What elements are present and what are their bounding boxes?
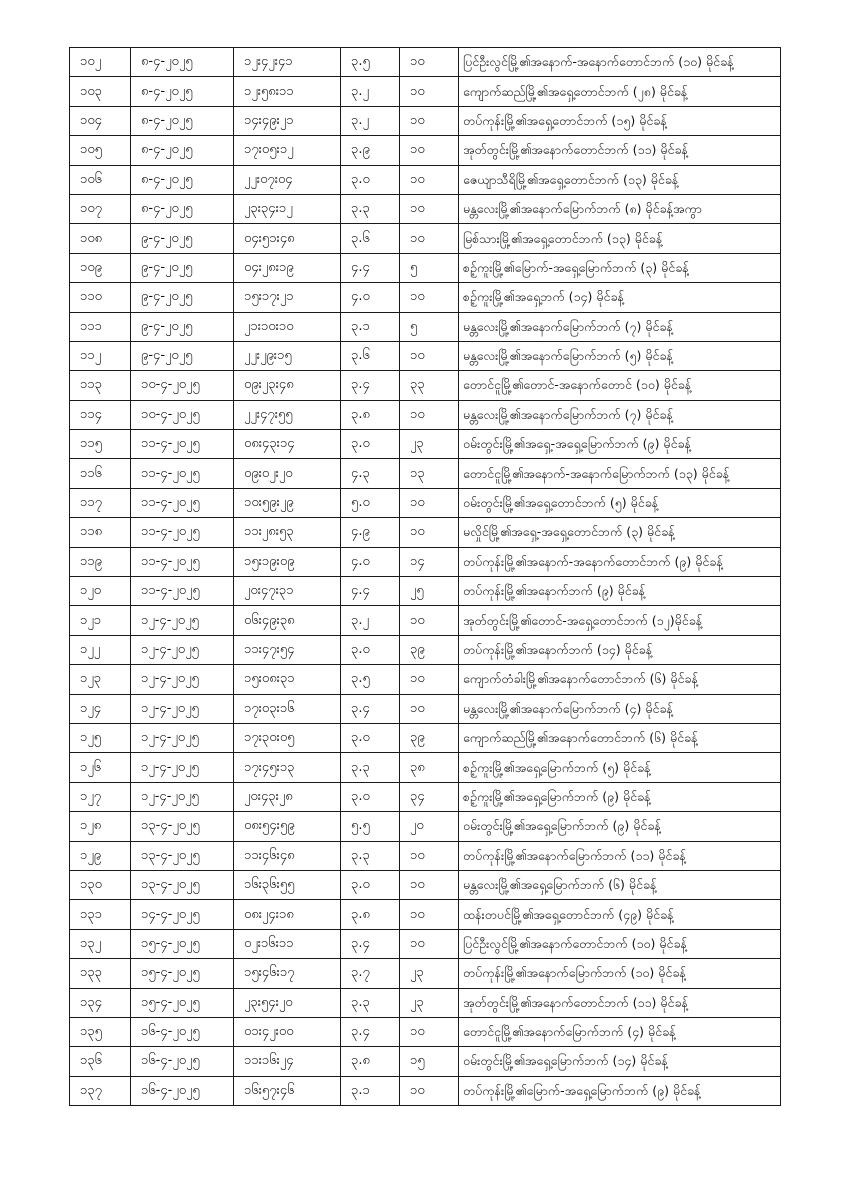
depth-cell: ၁၀: [400, 1017, 459, 1046]
date-cell: ၈-၄-၂၀၂၅: [131, 48, 234, 77]
table-row: [70, 577, 781, 606]
location-cell: စဉ့်ကူးမြို့၏မြောက်-အရှေ့မြောက်ဘက် (၃) မိုင်ခန့်: [459, 253, 781, 282]
depth-cell: ၁၀: [400, 283, 459, 312]
time-cell: ၁၅း၄၆း၁၇: [234, 959, 341, 988]
time-cell: ၂၀း၄၃း၂၈: [234, 782, 341, 811]
depth-cell: ၁၀: [400, 77, 459, 106]
date-cell: ၁၁-၄-၂၀၂၅: [131, 459, 234, 488]
location-cell: ကျောက်ဆည်မြို့၏အရှေ့တောင်ဘက် (၂၈) မိုင်ခန့်: [459, 77, 781, 106]
time-cell: ၀၄း၂၈း၁၉: [234, 253, 341, 282]
time-cell: ၁၅း၁၇း၂၁: [234, 283, 341, 312]
magnitude-cell: ၅.၀: [341, 488, 400, 517]
date-cell: ၈-၄-၂၀၂၅: [131, 106, 234, 135]
magnitude-cell: ၄.၉: [341, 518, 400, 547]
table-row: [70, 753, 781, 782]
event-number-cell: ၁၀၈: [70, 224, 131, 253]
location-cell: မန္တလေးမြို့၏အနောက်မြောက်ဘက် (၈) မိုင်ခန့်အကွာ: [459, 194, 781, 223]
event-number-cell: ၁၂၈: [70, 812, 131, 841]
event-number-cell: ၁၃၀: [70, 870, 131, 899]
depth-cell: ၁၀: [400, 1076, 459, 1105]
date-cell: ၉-၄-၂၀၂၅: [131, 341, 234, 370]
magnitude-cell: ၃.၇: [341, 959, 400, 988]
event-number-cell: ၁၁၇: [70, 488, 131, 517]
date-cell: ၁၆-၄-၂၀၂၅: [131, 1047, 234, 1076]
magnitude-cell: ၃.၈: [341, 1047, 400, 1076]
time-cell: ၂၂း၀၇း၀၄: [234, 165, 341, 194]
depth-cell: ၁၀: [400, 665, 459, 694]
table-row: [70, 312, 781, 341]
location-cell: တပ်ကုန်းမြို့၏အနောက်-အနောက်တောင်ဘက် (၉) မိုင်ခန့်: [459, 547, 781, 576]
magnitude-cell: ၃.၈: [341, 900, 400, 929]
location-cell: ဝမ်းတွင်းမြို့၏အရှေ့မြောက်ဘက် (၁၄) မိုင်ခန့်: [459, 1047, 781, 1076]
magnitude-cell: ၃.၀: [341, 165, 400, 194]
date-cell: ၁၂-၄-၂၀၂၅: [131, 694, 234, 723]
magnitude-cell: ၃.၂: [341, 106, 400, 135]
date-cell: ၁၂-၄-၂၀၂၅: [131, 782, 234, 811]
time-cell: ၂၀း၄၇း၃၁: [234, 577, 341, 606]
depth-cell: ၂၅: [400, 577, 459, 606]
table-row: [70, 959, 781, 988]
location-cell: တပ်ကုန်းမြို့၏အနောက်ဘက် (၉) မိုင်ခန့်: [459, 577, 781, 606]
date-cell: ၁၂-၄-၂၀၂၅: [131, 723, 234, 752]
date-cell: ၉-၄-၂၀၂၅: [131, 253, 234, 282]
depth-cell: ၁၀: [400, 165, 459, 194]
location-cell: မန္တလေးမြို့၏အနောက်မြောက်ဘက် (၅) မိုင်ခန့်: [459, 341, 781, 370]
location-cell: စဉ့်ကူးမြို့၏အရှေ့မြောက်ဘက် (၉) မိုင်ခန့်: [459, 782, 781, 811]
depth-cell: ၁၀: [400, 194, 459, 223]
magnitude-cell: ၃.၀: [341, 782, 400, 811]
magnitude-cell: ၃.၈: [341, 400, 400, 429]
table-row: [70, 400, 781, 429]
event-number-cell: ၁၁၂: [70, 341, 131, 370]
event-number-cell: ၁၃၇: [70, 1076, 131, 1105]
table-row: [70, 77, 781, 106]
depth-cell: ၁၅: [400, 1047, 459, 1076]
depth-cell: ၁၄: [400, 547, 459, 576]
event-number-cell: ၁၁၀: [70, 283, 131, 312]
location-cell: မန္တလေးမြို့၏အနောက်မြောက်ဘက် (၄) မိုင်ခန့်: [459, 694, 781, 723]
magnitude-cell: ၄.၄: [341, 577, 400, 606]
depth-cell: ၁၀: [400, 106, 459, 135]
magnitude-cell: ၃.၅: [341, 665, 400, 694]
event-number-cell: ၁၃၅: [70, 1017, 131, 1046]
magnitude-cell: ၃.၂: [341, 606, 400, 635]
location-cell: မန္တလေးမြို့၏အရှေ့မြောက်ဘက် (၆) မိုင်ခန့်: [459, 870, 781, 899]
location-cell: စဉ့်ကူးမြို့၏အရှေ့မြောက်ဘက် (၅) မိုင်ခန့်: [459, 753, 781, 782]
table-row: [70, 283, 781, 312]
magnitude-cell: ၅.၅: [341, 812, 400, 841]
depth-cell: ၃၉: [400, 723, 459, 752]
time-cell: ၀၄း၅၁း၄၈: [234, 224, 341, 253]
date-cell: ၁၁-၄-၂၀၂၅: [131, 430, 234, 459]
location-cell: တောင်ငူမြို့၏တောင်-အနောက်တောင် (၁၀) မိုင်ခန့်: [459, 371, 781, 400]
time-cell: ၁၁း၄၆း၄၈: [234, 841, 341, 870]
event-number-cell: ၁၀၇: [70, 194, 131, 223]
table-row: [70, 136, 781, 165]
table-row: [70, 488, 781, 517]
event-number-cell: ၁၀၃: [70, 77, 131, 106]
table-row: [70, 812, 781, 841]
date-cell: ၁၀-၄-၂၀၂၅: [131, 400, 234, 429]
date-cell: ၁၂-၄-၂၀၂၅: [131, 606, 234, 635]
location-cell: တပ်ကုန်းမြို့၏အနောက်မြောက်ဘက် (၁၀) မိုင်ခန့်: [459, 959, 781, 988]
depth-cell: ၁၀: [400, 606, 459, 635]
time-cell: ၁၆း၅၇း၄၆: [234, 1076, 341, 1105]
date-cell: ၈-၄-၂၀၂၅: [131, 165, 234, 194]
location-cell: ကျောက်ဆည်မြို့၏အနောက်တောင်ဘက် (၆) မိုင်ခန့်: [459, 723, 781, 752]
event-number-cell: ၁၂၇: [70, 782, 131, 811]
time-cell: ၁၁း၁၆း၂၄: [234, 1047, 341, 1076]
location-cell: စဉ့်ကူးမြို့၏အရှေ့ဘက် (၁၄) မိုင်ခန့်: [459, 283, 781, 312]
date-cell: ၉-၄-၂၀၂၅: [131, 312, 234, 341]
location-cell: အုတ်တွင်းမြို့၏အနောက်တောင်ဘက် (၁၁) မိုင်ခန့်: [459, 136, 781, 165]
time-cell: ၁၇း၀၅း၁၂: [234, 136, 341, 165]
table-row: [70, 194, 781, 223]
magnitude-cell: ၄.၀: [341, 283, 400, 312]
location-cell: မြစ်သားမြို့၏အရှေ့တောင်ဘက် (၁၃) မိုင်ခန့်: [459, 224, 781, 253]
depth-cell: ၁၀: [400, 870, 459, 899]
location-cell: အုတ်တွင်းမြို့၏အနောက်တောင်ဘက် (၁၁) မိုင်ခန့်: [459, 988, 781, 1017]
table-row: [70, 841, 781, 870]
location-cell: ဝမ်းတွင်းမြို့၏အရှေ့-အရှေ့မြောက်ဘက် (၉) မိုင်ခန့်: [459, 430, 781, 459]
time-cell: ၀၉း၀၂း၂၀: [234, 459, 341, 488]
location-cell: တပ်ကုန်းမြို့၏အရှေ့တောင်ဘက် (၁၅) မိုင်ခန့်: [459, 106, 781, 135]
magnitude-cell: ၄.၃: [341, 459, 400, 488]
depth-cell: ၂၃: [400, 430, 459, 459]
event-number-cell: ၁၀၂: [70, 48, 131, 77]
depth-cell: ၂၀: [400, 812, 459, 841]
depth-cell: ၁၀: [400, 900, 459, 929]
event-number-cell: ၁၂၉: [70, 841, 131, 870]
time-cell: ၁၇း၃၀း၀၅: [234, 723, 341, 752]
depth-cell: ၁၀: [400, 929, 459, 958]
magnitude-cell: ၃.၅: [341, 48, 400, 77]
event-number-cell: ၁၂၄: [70, 694, 131, 723]
date-cell: ၁၁-၄-၂၀၂၅: [131, 577, 234, 606]
magnitude-cell: ၃.၆: [341, 341, 400, 370]
event-number-cell: ၁၁၆: [70, 459, 131, 488]
date-cell: ၁၅-၄-၂၀၂၅: [131, 959, 234, 988]
depth-cell: ၁၀: [400, 136, 459, 165]
time-cell: ၁၁း၄၇း၅၄: [234, 635, 341, 664]
table-row: [70, 988, 781, 1017]
date-cell: ၁၁-၄-၂၀၂၅: [131, 488, 234, 517]
date-cell: ၁၁-၄-၂၀၂၅: [131, 547, 234, 576]
location-cell: တပ်ကုန်းမြို့၏အနောက်မြောက်ဘက် (၁၁) မိုင်ခန့်: [459, 841, 781, 870]
table-row: [70, 635, 781, 664]
location-cell: အုတ်တွင်းမြို့၏တောင်-အရှေ့တောင်ဘက် (၁၂)မိုင်ခန့်: [459, 606, 781, 635]
date-cell: ၁၅-၄-၂၀၂၅: [131, 988, 234, 1017]
depth-cell: ၁၀: [400, 694, 459, 723]
table-row: [70, 665, 781, 694]
table-row: [70, 165, 781, 194]
location-cell: တပ်ကုန်းမြို့၏မြောက်-အရှေ့မြောက်ဘက် (၉) မိုင်ခန့်: [459, 1076, 781, 1105]
time-cell: ၀၂း၁၆း၁၁: [234, 929, 341, 958]
location-cell: တောင်ငူမြို့၏အနောက်မြောက်ဘက် (၄) မိုင်ခန့်: [459, 1017, 781, 1046]
date-cell: ၁၀-၄-၂၀၂၅: [131, 371, 234, 400]
date-cell: ၁၄-၄-၂၀၂၅: [131, 900, 234, 929]
event-number-cell: ၁၂၂: [70, 635, 131, 664]
depth-cell: ၁၀: [400, 341, 459, 370]
depth-cell: ၃၉: [400, 635, 459, 664]
table-row: [70, 1076, 781, 1105]
date-cell: ၈-၄-၂၀၂၅: [131, 136, 234, 165]
depth-cell: ၃၈: [400, 753, 459, 782]
table-row: [70, 430, 781, 459]
magnitude-cell: ၃.၃: [341, 841, 400, 870]
time-cell: ၀၈း၄၃း၁၄: [234, 430, 341, 459]
event-number-cell: ၁၂၃: [70, 665, 131, 694]
time-cell: ၁၁း၂၈း၅၃: [234, 518, 341, 547]
time-cell: ၁၂း၅၈း၁၁: [234, 77, 341, 106]
time-cell: ၁၂း၄၂း၄၁: [234, 48, 341, 77]
depth-cell: ၅: [400, 312, 459, 341]
magnitude-cell: ၃.၉: [341, 136, 400, 165]
table-row: [70, 606, 781, 635]
date-cell: ၈-၄-၂၀၂၅: [131, 77, 234, 106]
magnitude-cell: ၃.၀: [341, 430, 400, 459]
event-number-cell: ၁၃၃: [70, 959, 131, 988]
event-number-cell: ၁၃၂: [70, 929, 131, 958]
event-number-cell: ၁၂၅: [70, 723, 131, 752]
location-cell: ပြင်ဦးလွင်မြို့၏အနောက်-အနောက်တောင်ဘက် (၁၀) မိုင်ခန့်: [459, 48, 781, 77]
time-cell: ၀၉း၂၃း၄၈: [234, 371, 341, 400]
table-row: [70, 459, 781, 488]
table-row: [70, 870, 781, 899]
location-cell: မန္တလေးမြို့၏အနောက်မြောက်ဘက် (၇) မိုင်ခန့်: [459, 312, 781, 341]
location-cell: ကျောက်တံခါးမြို့၏အနောက်တောင်ဘက် (၆) မိုင်ခန့်: [459, 665, 781, 694]
time-cell: ၁၇း၀၃း၁၆: [234, 694, 341, 723]
magnitude-cell: ၄.၄: [341, 253, 400, 282]
event-number-cell: ၁၁၃: [70, 371, 131, 400]
table-row: [70, 723, 781, 752]
location-cell: ပြင်ဦးလွင်မြို့၏အနောက်တောင်ဘက် (၁၀) မိုင်ခန့်: [459, 929, 781, 958]
magnitude-cell: ၃.၀: [341, 723, 400, 752]
date-cell: ၁၆-၄-၂၀၂၅: [131, 1076, 234, 1105]
magnitude-cell: ၃.၄: [341, 929, 400, 958]
magnitude-cell: ၃.၄: [341, 371, 400, 400]
table-row: [70, 1047, 781, 1076]
event-number-cell: ၁၀၅: [70, 136, 131, 165]
table-body: [70, 48, 781, 1106]
depth-cell: ၁၀: [400, 518, 459, 547]
location-cell: ထန်းတပင်မြို့၏အရှေ့တောင်ဘက် (၄၉) မိုင်ခန့်: [459, 900, 781, 929]
date-cell: ၈-၄-၂၀၂၅: [131, 194, 234, 223]
table-row: [70, 518, 781, 547]
event-number-cell: ၁၃၄: [70, 988, 131, 1017]
table-row: [70, 371, 781, 400]
magnitude-cell: ၃.၃: [341, 194, 400, 223]
time-cell: ၂၃း၅၄း၂၀: [234, 988, 341, 1017]
magnitude-cell: ၃.၃: [341, 753, 400, 782]
depth-cell: ၂၃: [400, 988, 459, 1017]
time-cell: ၁၄း၄၉း၂၁: [234, 106, 341, 135]
table-row: [70, 929, 781, 958]
event-number-cell: ၁၁၅: [70, 430, 131, 459]
event-number-cell: ၁၀၉: [70, 253, 131, 282]
table-row: [70, 106, 781, 135]
depth-cell: ၁၀: [400, 841, 459, 870]
date-cell: ၁၅-၄-၂၀၂၅: [131, 929, 234, 958]
time-cell: ၁၅း၁၉း၀၉: [234, 547, 341, 576]
time-cell: ၁၀း၅၉း၂၉: [234, 488, 341, 517]
table-row: [70, 694, 781, 723]
location-cell: ဝမ်းတွင်းမြို့၏အရှေ့တောင်ဘက် (၅) မိုင်ခန့်: [459, 488, 781, 517]
event-number-cell: ၁၃၁: [70, 900, 131, 929]
time-cell: ၀၁း၄၂း၀၀: [234, 1017, 341, 1046]
event-number-cell: ၁၁၄: [70, 400, 131, 429]
date-cell: ၁၃-၄-၂၀၂၅: [131, 841, 234, 870]
table-row: [70, 900, 781, 929]
location-cell: မလှိုင်မြို့၏အရှေ့-အရှေ့တောင်ဘက် (၃) မိုင်ခန့်: [459, 518, 781, 547]
table-row: [70, 253, 781, 282]
table-row: [70, 782, 781, 811]
magnitude-cell: ၃.၃: [341, 988, 400, 1017]
event-number-cell: ၁၀၄: [70, 106, 131, 135]
event-number-cell: ၁၃၆: [70, 1047, 131, 1076]
time-cell: ၁၇း၄၅း၁၃: [234, 753, 341, 782]
date-cell: ၁၁-၄-၂၀၂၅: [131, 518, 234, 547]
event-number-cell: ၁၁၉: [70, 547, 131, 576]
time-cell: ၂၂း၄၇း၅၅: [234, 400, 341, 429]
event-number-cell: ၁၂၀: [70, 577, 131, 606]
date-cell: ၁၃-၄-၂၀၂၅: [131, 812, 234, 841]
magnitude-cell: ၃.၁: [341, 312, 400, 341]
depth-cell: ၃၃: [400, 371, 459, 400]
event-number-cell: ၁၁၁: [70, 312, 131, 341]
magnitude-cell: ၃.၄: [341, 694, 400, 723]
date-cell: ၁၆-၄-၂၀၂၅: [131, 1017, 234, 1046]
table-row: [70, 48, 781, 77]
magnitude-cell: ၃.၄: [341, 1017, 400, 1046]
location-cell: ဇေယျာသီရိမြို့၏အရှေ့တောင်ဘက် (၁၃) မိုင်ခန့်: [459, 165, 781, 194]
event-number-cell: ၁၂၆: [70, 753, 131, 782]
date-cell: ၁၂-၄-၂၀၂၅: [131, 665, 234, 694]
depth-cell: ၂၃: [400, 959, 459, 988]
location-cell: တောင်ငူမြို့၏အနောက်-အနောက်မြောက်ဘက် (၁၃) မိုင်ခန့်: [459, 459, 781, 488]
depth-cell: ၁၀: [400, 400, 459, 429]
location-cell: မန္တလေးမြို့၏အနောက်မြောက်ဘက် (၇) မိုင်ခန့်: [459, 400, 781, 429]
earthquake-table: [69, 47, 781, 1106]
magnitude-cell: ၃.၀: [341, 870, 400, 899]
time-cell: ၂၃း၃၄း၁၂: [234, 194, 341, 223]
depth-cell: ၃၄: [400, 782, 459, 811]
event-number-cell: ၁၂၁: [70, 606, 131, 635]
date-cell: ၁၂-၄-၂၀၂၅: [131, 753, 234, 782]
date-cell: ၉-၄-၂၀၂၅: [131, 224, 234, 253]
depth-cell: ၁၀: [400, 488, 459, 517]
time-cell: ၂၁း၁၀း၁၀: [234, 312, 341, 341]
event-number-cell: ၁၁၈: [70, 518, 131, 547]
time-cell: ၀၆း၄၉း၃၈: [234, 606, 341, 635]
event-number-cell: ၁၀၆: [70, 165, 131, 194]
time-cell: ၂၂း၂၉း၁၅: [234, 341, 341, 370]
date-cell: ၉-၄-၂၀၂၅: [131, 283, 234, 312]
depth-cell: ၁၀: [400, 48, 459, 77]
location-cell: တပ်ကုန်းမြို့၏အနောက်ဘက် (၁၄) မိုင်ခန့်: [459, 635, 781, 664]
time-cell: ၀၈း၅၄း၅၉: [234, 812, 341, 841]
table-row: [70, 341, 781, 370]
time-cell: ၁၆း၃၆း၅၅: [234, 870, 341, 899]
date-cell: ၁၂-၄-၂၀၂၅: [131, 635, 234, 664]
depth-cell: ၁၃: [400, 459, 459, 488]
magnitude-cell: ၃.၆: [341, 224, 400, 253]
depth-cell: ၁၀: [400, 224, 459, 253]
magnitude-cell: ၃.၁: [341, 1076, 400, 1105]
depth-cell: ၅: [400, 253, 459, 282]
magnitude-cell: ၃.၀: [341, 635, 400, 664]
table-row: [70, 224, 781, 253]
time-cell: ၁၅း၀၈း၃၁: [234, 665, 341, 694]
table-row: [70, 1017, 781, 1046]
magnitude-cell: ၃.၂: [341, 77, 400, 106]
location-cell: ဝမ်းတွင်းမြို့၏အရှေ့မြောက်ဘက် (၉) မိုင်ခန့်: [459, 812, 781, 841]
time-cell: ၀၈း၂၄း၁၈: [234, 900, 341, 929]
date-cell: ၁၃-၄-၂၀၂၅: [131, 870, 234, 899]
magnitude-cell: ၄.၀: [341, 547, 400, 576]
table-row: [70, 547, 781, 576]
